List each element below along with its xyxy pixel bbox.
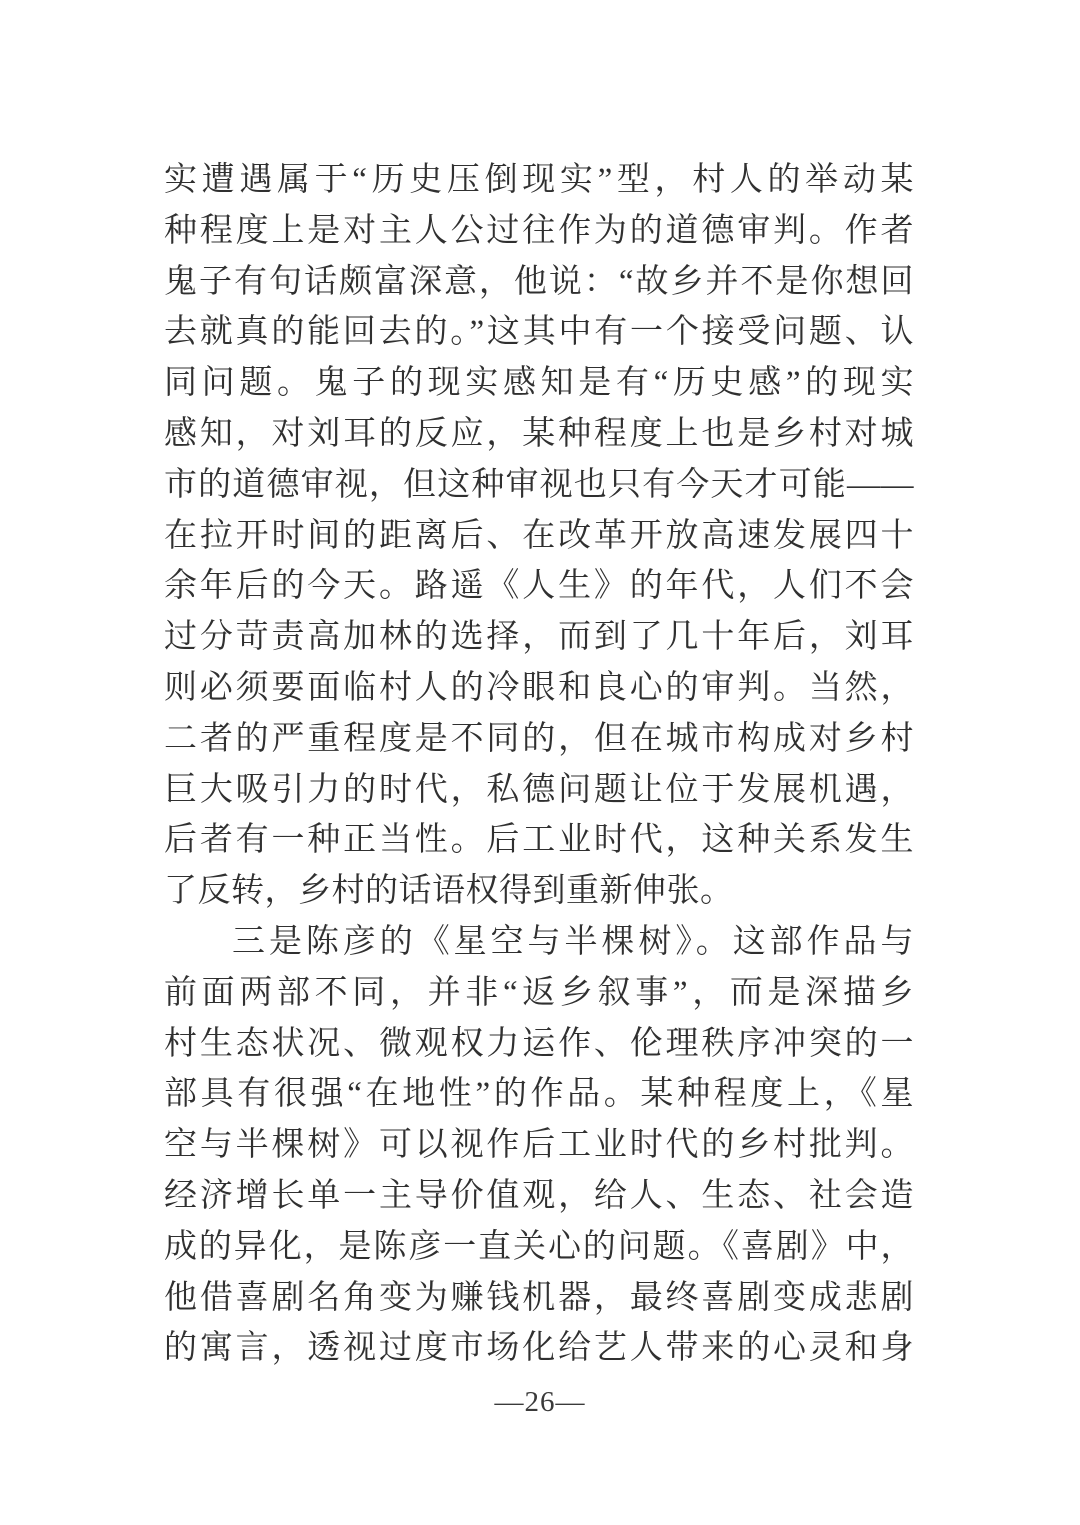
text-line: 市的道德审视，但这种审视也只有今天才可能—— <box>164 466 914 503</box>
body-text <box>164 155 914 1374</box>
text-line: 巨大吸引力的时代，私德问题让位于发展机遇， <box>164 771 914 808</box>
text-line: 村生态状况、微观权力运作、伦理秩序冲突的一 <box>164 1025 914 1062</box>
text-line: 余年后的今天。路遥《人生》的年代，人们不会 <box>164 568 914 605</box>
text-line: 二者的严重程度是不同的，但在城市构成对乡村 <box>164 720 914 757</box>
text-line: 他借喜剧名角变为赚钱机器，最终喜剧变成悲剧 <box>164 1279 914 1316</box>
text-line: 前面两部不同，并非“返乡叙事”，而是深描乡 <box>164 974 914 1011</box>
text-line: 成的异化，是陈彦一直关心的问题。《喜剧》中， <box>164 1228 914 1265</box>
text-line: 同问题。鬼子的现实感知是有“历史感”的现实 <box>164 365 914 402</box>
text-line: 则必须要面临村人的冷眼和良心的审判。当然， <box>164 669 914 706</box>
text-line: 实遭遇属于“历史压倒现实”型，村人的举动某 <box>164 162 914 198</box>
text-line: 感知，对刘耳的反应，某种程度上也是乡村对城 <box>164 415 914 452</box>
page-number: —26— <box>494 1386 586 1418</box>
text-line: 过分苛责高加林的选择，而到了几十年后，刘耳 <box>164 619 914 656</box>
text-line-paragraph-end: 了反转，乡村的话语权得到重新伸张。 <box>164 873 734 910</box>
text-line: 部具有很强“在地性”的作品。某种程度上，《星 <box>164 1076 914 1113</box>
text-line: 空与半棵树》可以视作后工业时代的乡村批判。 <box>164 1127 914 1164</box>
text-line: 种程度上是对主人公过往作为的道德审判。作者 <box>164 212 914 249</box>
text-line: 经济增长单一主导价值观，给人、生态、社会造 <box>164 1177 914 1214</box>
text-line: 鬼子有句话颇富深意，他说：“故乡并不是你想回 <box>164 263 914 300</box>
text-line: 在拉开时间的距离后、在改革开放高速发展四十 <box>164 517 914 554</box>
text-line-paragraph-start: 三是陈彦的《星空与半棵树》。这部作品与 <box>232 923 914 960</box>
text-line: 的寓言，透视过度市场化给艺人带来的心灵和身 <box>164 1330 914 1367</box>
text-line: 后者有一种正当性。后工业时代，这种关系发生 <box>164 822 914 859</box>
text-line: 去就真的能回去的。”这其中有一个接受问题、认 <box>164 314 914 351</box>
